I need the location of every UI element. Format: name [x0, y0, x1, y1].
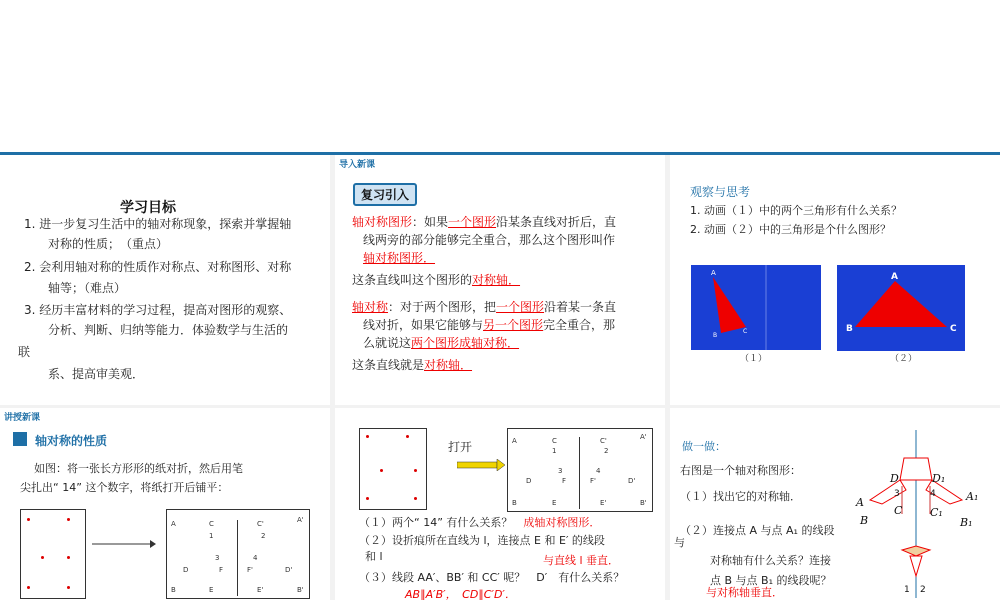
blank-area: [0, 0, 1000, 152]
slide-observe-think[interactable]: [670, 155, 1000, 405]
definition-line: [363, 316, 615, 334]
goal-line: 1. 进一步复习生活中的轴对称现象，探索并掌握轴: [24, 217, 292, 231]
goal-line: 3. 经历丰富材料的学习过程，提高对图形的观察、: [24, 303, 292, 317]
label: A': [640, 433, 647, 441]
heading-marker: [13, 432, 27, 446]
label: 1: [904, 585, 910, 595]
label: B: [713, 332, 718, 339]
label: B': [640, 499, 647, 507]
term-label: 轴对称图形: [352, 215, 413, 229]
definition-line: [352, 213, 616, 231]
label: A: [711, 269, 716, 277]
question-3: （３）线段 AA′、BB′ 和 CC′ 呢？ D′ 有什么关系？: [359, 571, 625, 584]
paper-unfolded: [507, 428, 653, 512]
label: C: [552, 437, 557, 445]
goal-line: 轴等；（难点）: [48, 281, 127, 295]
text: 这条直线叫这个图形的: [352, 273, 473, 287]
question-2: 2. 动画（２）中的三角形是个什么图形？: [690, 223, 891, 236]
paper-folded: [359, 428, 427, 510]
question-1: 1. 动画（１）中的两个三角形有什么关系？: [690, 204, 902, 217]
answer: 与对称轴垂直．: [706, 586, 783, 599]
text: （１）两个“ 14” 有什么关系？: [359, 516, 513, 529]
label: D: [526, 477, 532, 485]
slide4-heading: 轴对称的性质: [35, 434, 108, 448]
label: D: [890, 472, 899, 485]
text-line: （２）连接点 A 与点 A₁ 的线段: [680, 524, 835, 537]
question-2: （２）设折痕所在直线为 l，连接点 E 和 E′ 的线段: [359, 534, 605, 547]
definition-line: [352, 356, 472, 374]
slide6-heading: 做一做：: [682, 440, 726, 453]
label: C': [257, 520, 264, 528]
answer: 成轴对称图形．: [523, 516, 601, 529]
figure-caption: （２）: [890, 354, 918, 364]
text: 线对折，如果它能够与: [363, 318, 484, 332]
arrow-icon: [457, 459, 505, 471]
figure-caption: （１）: [740, 354, 768, 364]
question-2-cont: 和 l: [365, 550, 383, 563]
label: E: [209, 586, 214, 594]
label: C₁: [930, 506, 943, 519]
slide1-title: 学习目标: [120, 200, 176, 216]
label: 4: [930, 489, 936, 499]
section-tag: 导入新课: [339, 160, 376, 170]
label: 4: [596, 467, 601, 475]
slide-learning-goals[interactable]: [0, 155, 330, 405]
label: B': [297, 586, 304, 594]
label: C: [950, 324, 957, 334]
slide-review-intro[interactable]: [335, 155, 665, 405]
text: 对称轴．: [424, 358, 473, 372]
label: B: [512, 499, 517, 507]
label: B: [846, 324, 853, 334]
goal-line: 2. 会利用轴对称的性质作对称点、对称图形、对称: [24, 260, 292, 274]
label: F': [590, 477, 596, 485]
label: 3: [215, 554, 220, 562]
label: D': [285, 566, 293, 574]
answer: AB∥A′B′， CD∥C′D′．: [405, 588, 516, 600]
text: 另一个图形: [483, 318, 544, 332]
label: 1: [552, 447, 557, 455]
label: B: [171, 586, 176, 594]
text-line: 与: [674, 536, 685, 549]
text: 一个图形: [448, 215, 497, 229]
label: A₁: [966, 490, 979, 503]
label: 2: [920, 585, 926, 595]
definition-line: [352, 271, 520, 289]
goal-line: 系、提高审美观．: [48, 367, 145, 381]
goal-line: 对称的性质； （重点）: [48, 237, 169, 251]
label: F': [247, 566, 253, 574]
text: 对称轴．: [472, 273, 521, 287]
label: A: [171, 520, 176, 528]
label: A: [856, 496, 864, 509]
review-badge: 复习引入: [353, 183, 417, 206]
label: E: [552, 499, 557, 507]
animation-figure-1: [691, 265, 821, 350]
definition-line: 轴对称图形．: [363, 251, 436, 265]
label: 3: [894, 489, 900, 499]
definition-line: 线两旁的部分能够完全重合，那么这个图形叫作: [363, 233, 616, 247]
arrow-icon: [92, 539, 156, 549]
text: 沿着某一条直: [544, 300, 617, 314]
text: 一个图形: [496, 300, 545, 314]
slide-unfold-questions[interactable]: [335, 408, 665, 600]
open-label: 打开: [448, 440, 473, 454]
slide-axis-properties[interactable]: [0, 408, 330, 600]
goal-line: 分析、判断、归纳等能力．体验数学与生活的: [48, 323, 289, 337]
label: C: [743, 328, 748, 335]
text: ：如果: [412, 215, 449, 229]
definition-line: [363, 334, 519, 352]
label: D: [183, 566, 189, 574]
goal-line: 联: [18, 345, 31, 359]
question-1: [359, 514, 600, 532]
label: 1: [209, 532, 214, 540]
label: F: [219, 566, 224, 574]
label: C: [894, 504, 903, 517]
slide-try-it[interactable]: [670, 408, 1000, 600]
label: A: [512, 437, 517, 445]
label: 3: [558, 467, 563, 475]
label: E': [600, 499, 607, 507]
animation-figure-2: [837, 265, 965, 351]
label: 4: [253, 554, 258, 562]
label: D': [628, 477, 636, 485]
text: ：对于两个图形，把: [388, 300, 497, 314]
label: D₁: [932, 472, 946, 485]
text-line: 对称轴有什么关系？连接: [710, 554, 831, 567]
text-line: 如图：将一张长方形形的纸对折，然后用笔: [34, 462, 243, 475]
label: F: [562, 477, 567, 485]
text-line: 右图是一个轴对称图形：: [680, 464, 801, 477]
text: 完全重合，那: [543, 318, 616, 332]
label: 2: [261, 532, 266, 540]
paper-folded: [20, 509, 86, 599]
text: 么就说这: [363, 336, 412, 350]
label: C': [600, 437, 607, 445]
text: 沿某条直线对折后，直: [496, 215, 617, 229]
label: E': [257, 586, 264, 594]
airplane-figure: [854, 428, 996, 600]
label: B₁: [960, 516, 973, 529]
text: 两个图形成轴对称．: [411, 336, 520, 350]
definition-line: [352, 298, 616, 316]
label: C: [209, 520, 214, 528]
term-label: 轴对称: [352, 300, 389, 314]
label: A: [891, 272, 898, 282]
text: 这条直线就是: [352, 358, 425, 372]
label: 2: [604, 447, 609, 455]
label: B: [860, 514, 869, 527]
section-tag: 讲授新课: [4, 413, 41, 423]
answer: 与直线 l 垂直．: [543, 554, 620, 567]
slide3-heading: 观察与思考: [690, 185, 751, 199]
text-line: 点 B 与点 B₁ 的线段呢？: [710, 574, 832, 587]
text-line: 尖扎出“ 14” 这个数字，将纸打开后铺平：: [20, 481, 229, 494]
text-line: （１）找出它的对称轴．: [680, 490, 801, 503]
label: A': [297, 516, 304, 524]
paper-unfolded: [166, 509, 310, 599]
